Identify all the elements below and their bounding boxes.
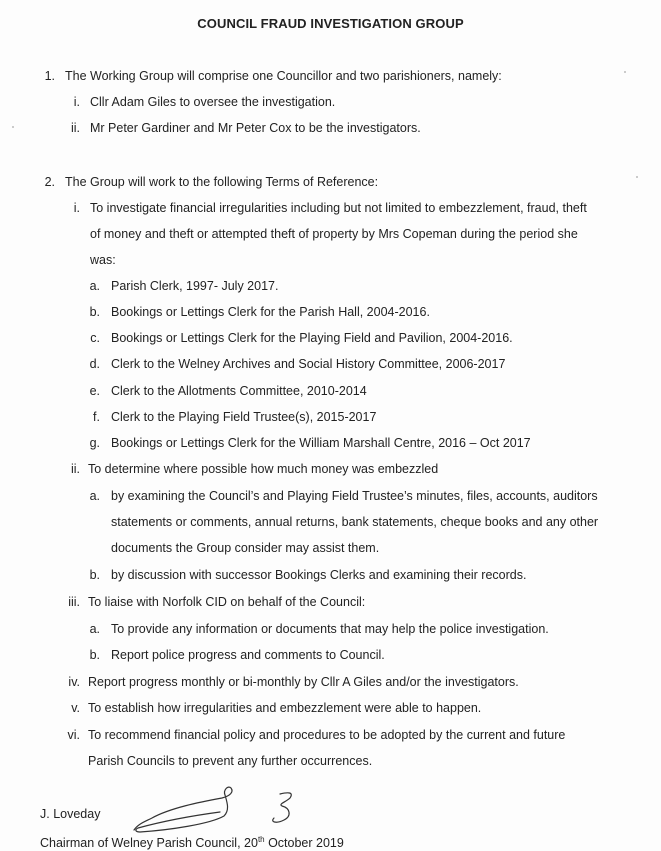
section-1-item-ii-number: ii. <box>70 121 80 135</box>
section-2-item-iv-text: Report progress monthly or bi-monthly by Cllr A Giles and/or the investigators. <box>88 675 519 689</box>
signatory-role-date: October 2019 <box>264 836 344 851</box>
scan-speck <box>624 71 626 73</box>
sub-item-c-text: Bookings or Lettings Clerk for the Playing Field and Pavilion, 2004-2016. <box>111 331 513 345</box>
sub-item-b-number: b. <box>89 305 100 319</box>
section-2-item-vi-line: Parish Councils to prevent any further occurrences. <box>88 754 373 768</box>
section-1-item-ii-text: Mr Peter Gardiner and Mr Peter Cox to be the investigators. <box>90 121 421 135</box>
sub-item-a-number: a. <box>89 279 100 293</box>
sub-item-e-number: e. <box>89 384 100 398</box>
section-2-item-ii-text: To determine where possible how much money was embezzled <box>88 462 439 476</box>
section-2-item-iv-number: iv. <box>68 675 80 689</box>
sub-item-b-text: by discussion with successor Bookings Clerks and examining their records. <box>111 568 527 582</box>
section-2-item-vi-number: vi. <box>67 728 80 742</box>
sub-item-g-number: g. <box>89 436 100 450</box>
sub-item-b-text: Report police progress and comments to Council. <box>111 648 385 662</box>
sub-item-g-text: Bookings or Lettings Clerk for the William Marshall Centre, 2016 – Oct 2017 <box>111 436 531 450</box>
signatory-name: J. Loveday <box>40 807 101 821</box>
section-2-item-iii-text: To liaise with Norfolk CID on behalf of the Council: <box>88 595 366 609</box>
handwritten-signature <box>130 780 310 840</box>
section-2-item-v-text: To establish how irregularities and embezzlement were able to happen. <box>88 701 482 715</box>
section-2-item-vi-line: To recommend financial policy and procedures to be adopted by the current and future <box>88 728 566 742</box>
sub-item-a-number: a. <box>89 489 100 503</box>
sub-item-a-number: a. <box>89 622 100 636</box>
sub-item-d-text: Clerk to the Welney Archives and Social History Committee, 2006-2017 <box>111 357 506 371</box>
sub-item-a-line: by examining the Council’s and Playing Field Trustee’s minutes, files, accounts, auditors <box>111 489 598 503</box>
sub-item-f-text: Clerk to the Playing Field Trustee(s), 2015-2017 <box>111 410 377 424</box>
section-2-item-i-line: To investigate financial irregularities including but not limited to embezzlement, fraud, theft <box>90 201 587 215</box>
section-1-number: 1. <box>44 69 55 83</box>
section-2-item-i-line: of money and theft or attempted theft of property by Mrs Copeman during the period she <box>90 227 578 241</box>
section-1-text: The Working Group will comprise one Councillor and two parishioners, namely: <box>65 69 502 83</box>
sub-item-e-text: Clerk to the Allotments Committee, 2010-2014 <box>111 384 367 398</box>
section-2-number: 2. <box>44 175 55 189</box>
sub-item-d-number: d. <box>89 357 100 371</box>
section-1-item-i-text: Cllr Adam Giles to oversee the investigation. <box>90 95 336 109</box>
sub-item-a-line: statements or comments, annual returns, bank statements, cheque books and any other <box>111 515 599 529</box>
sub-item-a-text: To provide any information or documents that may help the police investigation. <box>111 622 549 636</box>
sub-item-f-number: f. <box>93 410 100 424</box>
sub-item-a-line: documents the Group consider may assist them. <box>111 541 380 555</box>
section-2-item-ii-number: ii. <box>70 462 80 476</box>
sub-item-a-text: Parish Clerk, 1997- July 2017. <box>111 279 279 293</box>
sub-item-b-text: Bookings or Lettings Clerk for the Parish Hall, 2004-2016. <box>111 305 430 319</box>
section-1-item-i-number: i. <box>73 95 80 109</box>
section-2-item-iii-number: iii. <box>68 595 80 609</box>
signatory-role-text: Chairman of Welney Parish Council, 20 <box>40 836 258 851</box>
signatory-role-ordinal: th <box>257 835 265 844</box>
sub-item-b-number: b. <box>89 648 100 662</box>
document-title: COUNCIL FRAUD INVESTIGATION GROUP <box>197 16 464 31</box>
sub-item-b-number: b. <box>89 568 100 582</box>
scan-speck <box>12 126 14 128</box>
signatory-role <box>40 832 344 851</box>
section-2-text: The Group will work to the following Terms of Reference: <box>65 175 379 189</box>
section-2-item-i-line: was: <box>90 253 116 267</box>
section-2-item-i-number: i. <box>73 201 80 215</box>
sub-item-c-number: c. <box>90 331 100 345</box>
scan-speck <box>636 176 638 178</box>
section-2-item-v-number: v. <box>71 701 80 715</box>
